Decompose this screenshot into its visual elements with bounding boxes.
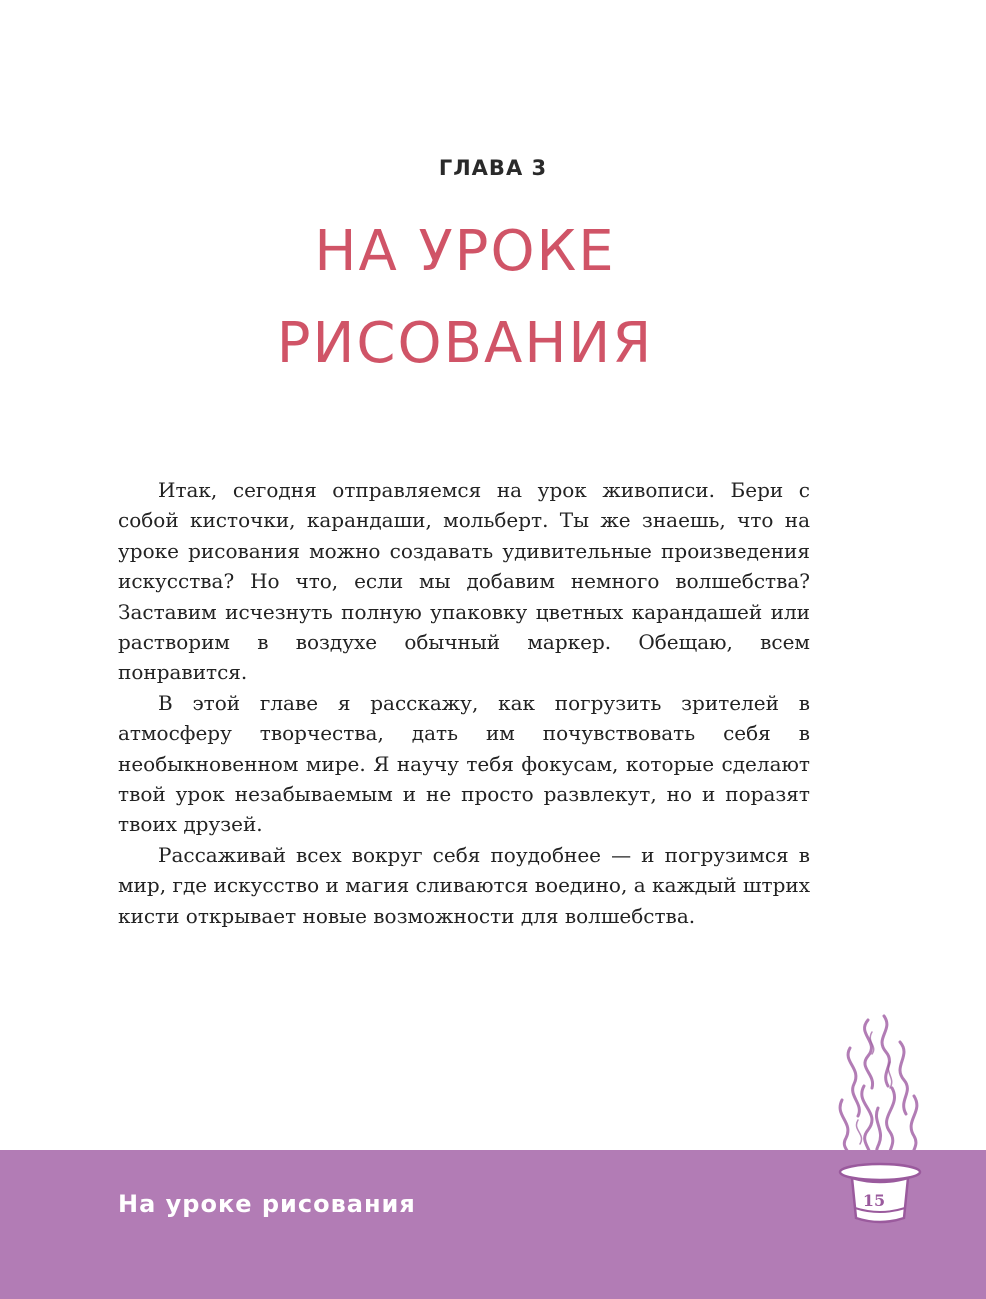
chapter-title	[0, 206, 930, 390]
paragraph: Рассаживай всех вокруг себя поудобнее — и погрузимся в мир, где искусство и магия сливаются воедино, а каждый штрих кисти открывает новые возможности для волшебства.	[118, 842, 810, 928]
page-number: 15	[862, 1191, 886, 1210]
paragraph: В этой главе я расскажу, как погрузить зрителей в атмосферу творчества, дать им почувствовать себя в необыкновенном мире. Я научу тебя фокусам, которые сделают твой урок незабываемым и не просто развлекут, но и поразят твоих друзей.	[118, 690, 810, 837]
chapter-label: ГЛАВА 3	[438, 156, 548, 180]
paragraph: Итак, сегодня отправляемся на урок живописи. Бери с собой кисточки, карандаши, мольберт. Ты же знаешь, что на уроке рисования можно создавать удивительные произведения искусства? Но что, если мы добавим немного волшебства? Заставим исчезнуть полную упаковку цветных карандашей или растворим в воздухе обычный маркер. Обещаю, всем понравится.	[118, 478, 810, 685]
footer-title: На уроке рисования	[118, 1190, 416, 1218]
body-text	[118, 475, 810, 931]
chapter-title-line-2: РИСОВАНИЯ	[276, 311, 654, 376]
chapter-title-line-1: НА УРОКЕ	[314, 219, 616, 284]
